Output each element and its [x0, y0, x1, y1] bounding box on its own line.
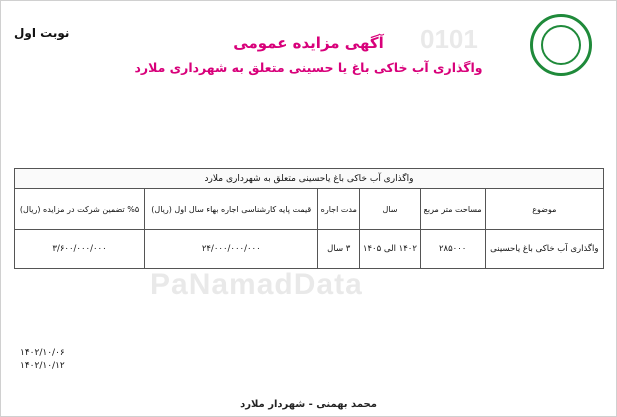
lead-paragraph	[13, 132, 603, 142]
contact-paragraph	[318, 306, 603, 366]
column-header: سال	[360, 189, 421, 230]
table-cell: ۲۴/۰۰۰/۰۰۰/۰۰۰	[145, 230, 318, 269]
column-header: مدت اجاره	[318, 189, 360, 230]
column-header: قیمت پایه کارشناسی اجاره بهاء سال اول (ریال)	[145, 189, 318, 230]
table-cell: واگذاری آب خاکی باغ یاحسینی	[485, 230, 603, 269]
base-price-line	[13, 154, 603, 164]
watermark-top: 0101	[420, 24, 478, 54]
publish-dates	[20, 348, 160, 374]
signature-line: محمد بهمنی - شهردار ملارد	[240, 399, 377, 410]
intro-paragraph	[13, 90, 603, 128]
first-publish-date: ۱۴۰۲/۱۰/۰۶	[20, 348, 65, 358]
table-cell: ۱۴۰۲ الی ۱۴۰۵	[360, 230, 421, 269]
notice-subtitle: واگذاری آب خاکی باغ یا حسینی متعلق به شهرداری ملارد	[134, 60, 483, 75]
second-publish-date: ۱۴۰۲/۱۰/۱۲	[20, 361, 65, 371]
column-header: موضوع	[485, 189, 603, 230]
notice-title: آگهی مزایده عمومی	[233, 34, 384, 52]
table-cell: ۲۸۵۰۰۰	[420, 230, 485, 269]
subject-line	[13, 143, 603, 153]
edition-label: نوبت اول	[14, 26, 70, 40]
watermark-center: PaNamadData	[150, 268, 363, 301]
table-cell: ۳/۶۰۰/۰۰۰/۰۰۰	[15, 230, 145, 269]
column-header: مساحت متر مربع	[420, 189, 485, 230]
deadlines-paragraph	[318, 251, 603, 303]
column-header: %۵ تضمین شرکت در مزایده (ریال)	[15, 189, 145, 230]
terms-notes	[14, 251, 304, 346]
table-cell: ۳ سال	[318, 230, 360, 269]
table-caption: واگذاری آب خاکی باغ یاحسینی متعلق به شهرداری ملارد	[15, 169, 604, 189]
